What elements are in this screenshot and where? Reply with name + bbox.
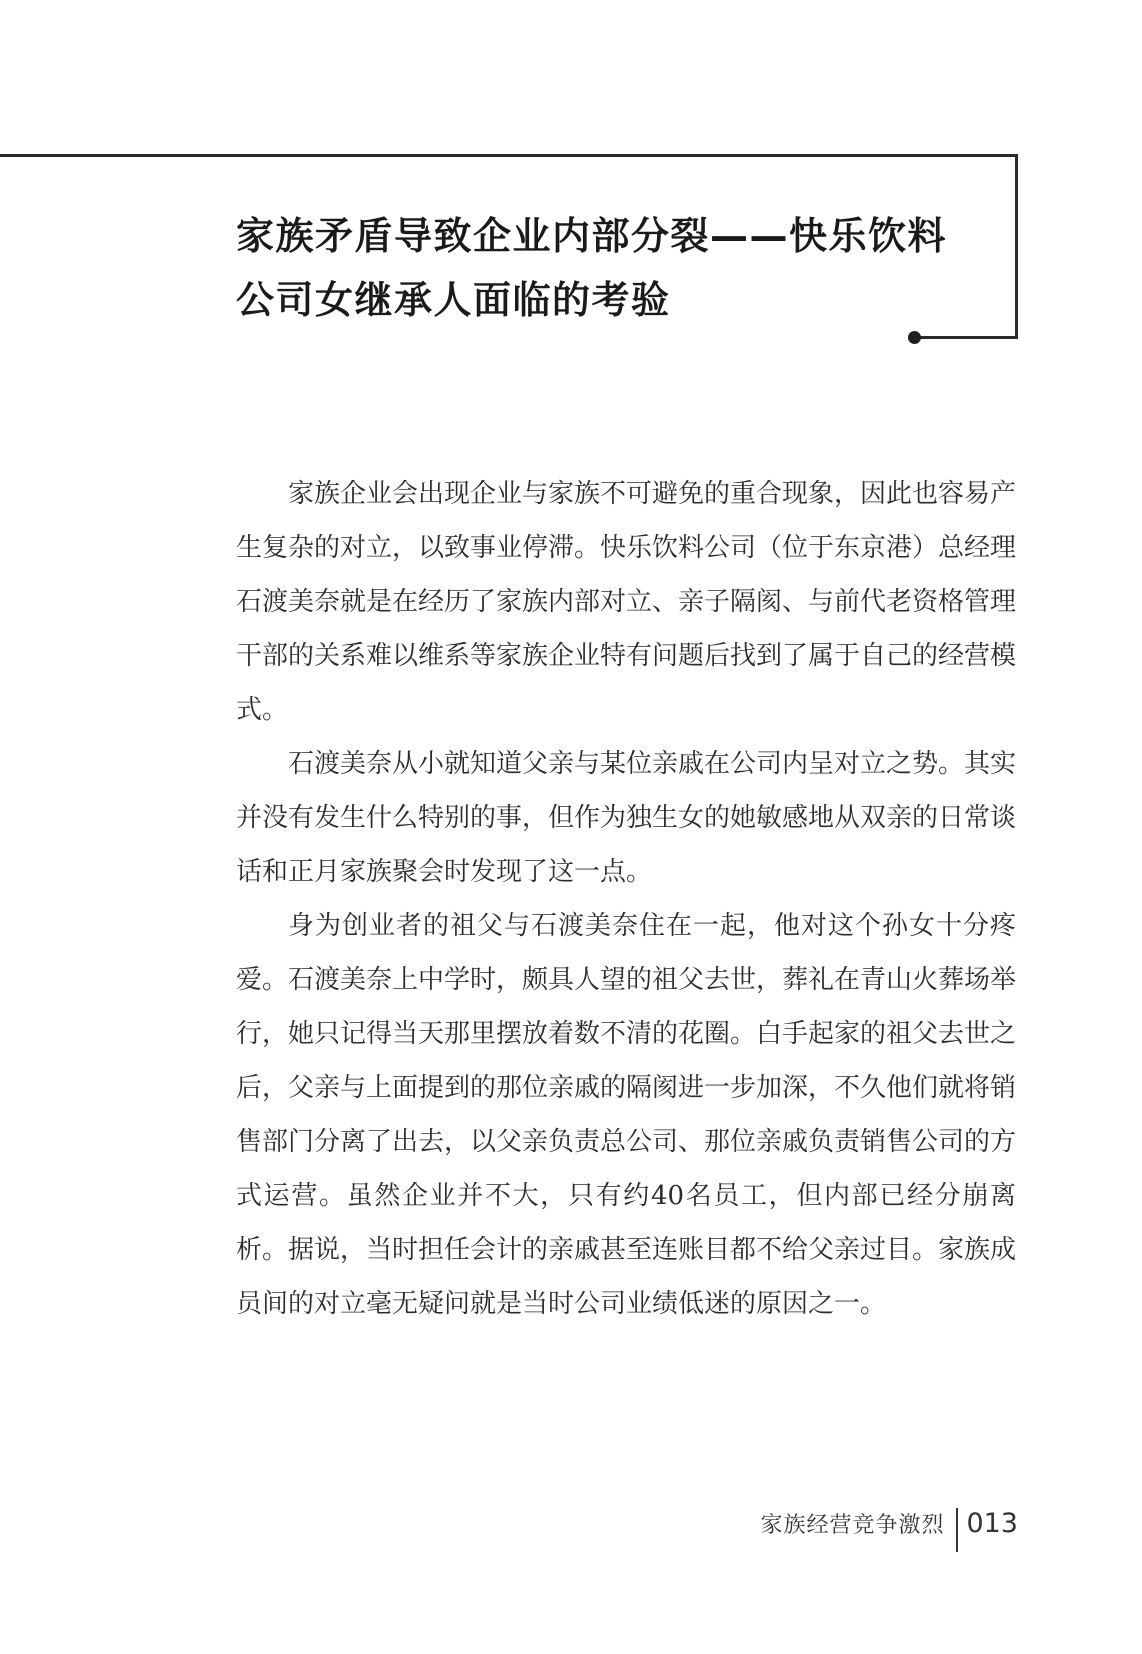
title-frame-bottom-rule	[918, 336, 1018, 339]
title-frame-right-rule	[1015, 154, 1018, 339]
paragraph-1: 家族企业会出现企业与家族不可避免的重合现象，因此也容易产生复杂的对立，以致事业停滞。快乐饮料公司（位于东京港）总经理石渡美奈就是在经历了家族内部对立、亲子隔阂、与前代老资格管理干部的关系难以维系等家族企业特有问题后找到了属于自己的经营模式。	[236, 479, 1017, 725]
chapter-title-line-2: 公司女继承人面临的考验	[236, 278, 671, 322]
paragraph-3: 身为创业者的祖父与石渡美奈住在一起，他对这个孙女十分疼爱。石渡美奈上中学时，颇具人望的祖父去世，葬礼在青山火葬场举行，她只记得当天那里摆放着数不清的花圈。白手起家的祖父去世之后，父亲与上面提到的那位亲戚的隔阂进一步加深，不久他们就将销售部门分离了出去，以父亲负责总公司、那位亲戚负责销售公司的方式运营。虽然企业并不大，只有约40名员工，但内部已经分崩离析。据说，当时担任会计的亲戚甚至连账目都不给父亲过目。家族成员间的对立毫无疑问就是当时公司业绩低迷的原因之一。	[236, 911, 1017, 1319]
paragraph-2: 石渡美奈从小就知道父亲与某位亲戚在公司内呈对立之势。其实并没有发生什么特别的事，但作为独生女的她敏感地从双亲的日常谈话和正月家族聚会时发现了这一点。	[236, 749, 1017, 887]
page-number: 013	[966, 1507, 1018, 1539]
chapter-title	[236, 204, 976, 332]
title-frame-top-rule	[0, 154, 1018, 157]
running-footer-section-title: 家族经营竞争激烈	[760, 1512, 945, 1538]
title-frame-dot-ornament	[908, 331, 921, 344]
page-footer	[760, 1494, 1018, 1552]
chapter-title-line-1: 家族矛盾导致企业内部分裂——快乐饮料	[236, 214, 948, 258]
body-text	[236, 467, 1016, 1331]
